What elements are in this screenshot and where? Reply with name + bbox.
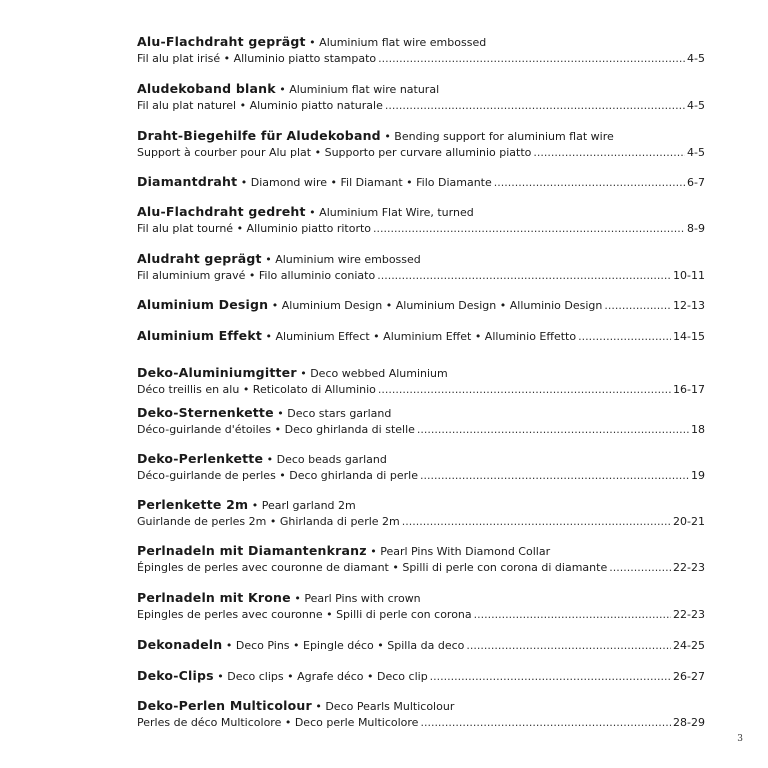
toc-entry-pages: 28-29 xyxy=(673,716,705,729)
toc-entry-title: Diamantdraht xyxy=(137,174,238,189)
toc-entry-heading xyxy=(137,297,705,314)
toc-entry-translation: • Deco Pins • Epingle déco • Spilla da deco xyxy=(222,639,465,652)
dot-leader xyxy=(578,329,671,345)
dot-leader xyxy=(385,98,685,114)
toc-entry-pages: 16-17 xyxy=(673,383,705,396)
toc-entry-title: Perlenkette 2m xyxy=(137,497,249,512)
toc-entry[interactable] xyxy=(137,204,705,237)
toc-entry-translations: Epingles de perles avec couronne • Spilli di perle con corona xyxy=(137,608,472,621)
toc-entry-translation: • Aluminium flat wire natural xyxy=(275,83,440,96)
toc-entry-translations: Perles de déco Multicolore • Deco perle Multicolore xyxy=(137,716,419,729)
dot-leader xyxy=(604,298,671,314)
toc-entry-subline xyxy=(137,145,705,161)
toc-entry-translations: Fil alu plat naturel • Aluminio piatto naturale xyxy=(137,99,383,112)
page-number: 3 xyxy=(737,734,743,744)
dot-leader xyxy=(533,145,685,161)
toc-entry-heading xyxy=(137,328,705,345)
toc-entry-pages: 22-23 xyxy=(673,608,705,621)
toc-entry-title: Aludekoband blank xyxy=(137,81,276,96)
toc-entry-heading xyxy=(137,365,705,382)
toc-entry-title: Perlnadeln mit Diamantenkranz xyxy=(137,543,367,558)
toc-entry-title: Draht-Biegehilfe für Aludekoband xyxy=(137,128,381,143)
toc-entry-title: Perlnadeln mit Krone xyxy=(137,590,291,605)
toc-entry-heading xyxy=(137,451,705,468)
toc-entry-translation: • Aluminium wire embossed xyxy=(261,253,421,266)
toc-entry-translation: • Pearl Pins With Diamond Collar xyxy=(366,545,551,558)
toc-entry-translations: Déco-guirlande de perles • Deco ghirlanda di perle xyxy=(137,469,418,482)
dot-leader xyxy=(420,468,689,484)
toc-entry-heading xyxy=(137,543,705,560)
toc-entry-heading xyxy=(137,204,705,221)
toc-entry-translations: Déco-guirlande d'étoiles • Deco ghirlanda di stelle xyxy=(137,423,415,436)
toc-entry[interactable] xyxy=(137,405,705,438)
toc-entry-translation: • Deco beads garland xyxy=(263,453,387,466)
toc-entry-subline xyxy=(137,715,705,731)
toc-entry[interactable] xyxy=(137,328,705,345)
dot-leader xyxy=(474,607,671,623)
toc-entry-subline xyxy=(137,560,705,576)
toc-entry-translations: Déco treillis en alu • Reticolato di Alluminio xyxy=(137,383,376,396)
toc-entry-subline xyxy=(137,98,705,114)
toc-entry-heading xyxy=(137,590,705,607)
dot-leader xyxy=(378,382,671,398)
toc-entry-title: Deko-Aluminiumgitter xyxy=(137,365,297,380)
toc-entry[interactable] xyxy=(137,81,705,114)
toc-entry[interactable] xyxy=(137,497,705,530)
toc-entry-translations: Épingles de perles avec couronne de diamant • Spilli di perle con corona di diamante xyxy=(137,561,608,574)
toc-entry-heading xyxy=(137,81,705,98)
toc-entry-title: Deko-Sternenkette xyxy=(137,405,274,420)
toc-entry[interactable] xyxy=(137,590,705,623)
toc-entry-pages: 22-23 xyxy=(673,561,705,574)
toc-entry-pages: 4-5 xyxy=(687,146,705,159)
toc-entry-subline xyxy=(137,268,705,284)
toc-entry-title: Aludraht geprägt xyxy=(137,251,262,266)
toc-entry-translation: • Diamond wire • Fil Diamant • Filo Diamante xyxy=(237,176,492,189)
toc-entry-translation: • Aluminium Design • Aluminium Design • Alluminio Design xyxy=(268,299,603,312)
toc-entry-translation: • Pearl Pins with crown xyxy=(290,592,421,605)
toc-entry-pages: 18 xyxy=(691,423,705,436)
toc-entry[interactable] xyxy=(137,543,705,576)
toc-entry-subline xyxy=(137,514,705,530)
toc-entry-translation: • Pearl garland 2m xyxy=(248,499,356,512)
toc-entry-translation: • Aluminium flat wire embossed xyxy=(305,36,487,49)
dot-leader xyxy=(402,514,671,530)
toc-entry-heading xyxy=(137,497,705,514)
toc-entry-translation: • Aluminium Flat Wire, turned xyxy=(305,206,474,219)
toc-entry[interactable] xyxy=(137,297,705,314)
toc-entry-heading xyxy=(137,251,705,268)
toc-entry-translation: • Deco Pearls Multicolour xyxy=(311,700,455,713)
toc-entry-heading xyxy=(137,668,705,685)
toc-entry-heading xyxy=(137,698,705,715)
toc-entry-translation: • Deco webbed Aluminium xyxy=(296,367,448,380)
toc-entry[interactable] xyxy=(137,251,705,284)
toc-entry-title: Alu-Flachdraht gedreht xyxy=(137,204,306,219)
dot-leader xyxy=(377,268,671,284)
toc-entry-subline xyxy=(137,422,705,438)
toc-entry-pages: 10-11 xyxy=(673,269,705,282)
toc-entry-pages: 20-21 xyxy=(673,515,705,528)
toc-entry[interactable] xyxy=(137,698,705,731)
dot-leader xyxy=(609,560,671,576)
toc-entry[interactable] xyxy=(137,637,705,654)
toc-entry-pages: 24-25 xyxy=(673,639,705,652)
toc-entry-pages: 26-27 xyxy=(673,670,705,683)
toc-entry-pages: 4-5 xyxy=(687,52,705,65)
toc-entry-translations: Guirlande de perles 2m • Ghirlanda di perle 2m xyxy=(137,515,400,528)
toc-entry-translation: • Deco stars garland xyxy=(273,407,392,420)
toc-entry-heading xyxy=(137,128,705,145)
toc-entry[interactable] xyxy=(137,451,705,484)
toc-entry-pages: 4-5 xyxy=(687,99,705,112)
toc-entry-heading xyxy=(137,637,705,654)
dot-leader xyxy=(378,51,685,67)
dot-leader xyxy=(417,422,689,438)
toc-entry-subline xyxy=(137,607,705,623)
toc-entry-translation: • Bending support for aluminium flat wire xyxy=(380,130,614,143)
toc-entry[interactable] xyxy=(137,668,705,685)
toc-entry[interactable] xyxy=(137,365,705,398)
toc-entry-pages: 14-15 xyxy=(673,330,705,343)
toc-entry[interactable] xyxy=(137,128,705,161)
toc-entry-title: Deko-Clips xyxy=(137,668,214,683)
toc-entry-pages: 12-13 xyxy=(673,299,705,312)
dot-leader xyxy=(373,221,685,237)
dot-leader xyxy=(494,175,685,191)
toc-entry-subline xyxy=(137,468,705,484)
toc-entry-translations: Fil aluminium gravé • Filo alluminio coniato xyxy=(137,269,376,282)
toc-entry[interactable] xyxy=(137,34,705,67)
toc-entry-pages: 6-7 xyxy=(687,176,705,189)
toc-entry-translations: Fil alu plat irisé • Alluminio piatto stampato xyxy=(137,52,377,65)
toc-entry-title: Aluminium Effekt xyxy=(137,328,263,343)
toc-entry-translations: Support à courber pour Alu plat • Supporto per curvare alluminio piatto xyxy=(137,146,532,159)
toc-entry-pages: 8-9 xyxy=(687,222,705,235)
toc-entry-translations: Fil alu plat tourné • Alluminio piatto ritorto xyxy=(137,222,372,235)
toc-entry-title: Alu-Flachdraht geprägt xyxy=(137,34,306,49)
toc-entry-subline xyxy=(137,51,705,67)
toc-entry-heading xyxy=(137,34,705,51)
toc-entry-subline xyxy=(137,382,705,398)
toc-entry-title: Deko-Perlen Multicolour xyxy=(137,698,312,713)
toc-entry-subline xyxy=(137,221,705,237)
toc-entry-translation: • Aluminium Effect • Aluminium Effet • Alluminio Effetto xyxy=(262,330,577,343)
toc-entry-title: Dekonadeln xyxy=(137,637,223,652)
dot-leader xyxy=(430,669,671,685)
toc-entry-pages: 19 xyxy=(691,469,705,482)
toc-entry-heading xyxy=(137,174,705,191)
toc-entry-title: Deko-Perlenkette xyxy=(137,451,264,466)
toc-entry-title: Aluminium Design xyxy=(137,297,269,312)
toc-entry-heading xyxy=(137,405,705,422)
toc-entry-translation: • Deco clips • Agrafe déco • Deco clip xyxy=(213,670,428,683)
toc-entry[interactable] xyxy=(137,174,705,191)
dot-leader xyxy=(466,638,671,654)
dot-leader xyxy=(420,715,671,731)
